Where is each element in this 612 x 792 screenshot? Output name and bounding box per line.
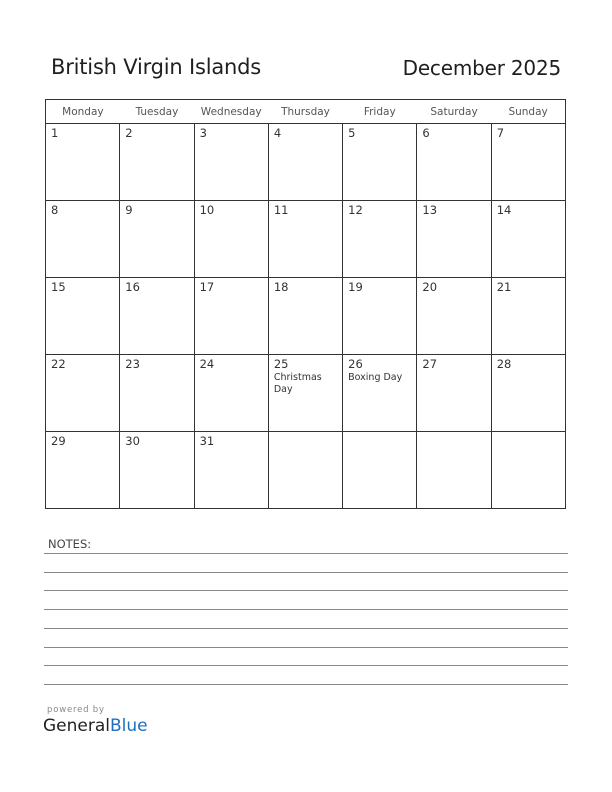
day-number: 26 (348, 357, 363, 371)
brand-blue: Blue (110, 716, 148, 736)
day-cell-content (120, 355, 193, 371)
day-number: 8 (51, 203, 59, 217)
weekday-header: Saturday (417, 100, 491, 124)
day-number: 3 (199, 126, 207, 140)
day-cell (194, 124, 268, 201)
day-cell-content (195, 201, 268, 217)
day-cell (46, 201, 120, 278)
day-cell (343, 278, 417, 355)
week-row (46, 124, 566, 201)
day-cell (417, 355, 491, 432)
day-number: 25 (273, 357, 289, 371)
powered-by-text: powered by (47, 705, 105, 715)
day-number: 16 (125, 280, 140, 294)
day-number: 2 (125, 126, 133, 140)
day-cell (343, 432, 417, 509)
day-cell-content (195, 355, 268, 371)
day-cell (46, 432, 120, 509)
day-number: 7 (496, 126, 505, 140)
day-cell-content (269, 432, 342, 434)
day-cell-content (492, 124, 565, 140)
day-cell (417, 201, 491, 278)
day-number: 23 (125, 357, 140, 371)
page-title: British Virgin Islands (51, 55, 262, 79)
day-cell-content (46, 201, 119, 217)
day-number: 24 (199, 357, 215, 371)
day-number: 18 (273, 280, 289, 294)
day-cell (46, 355, 120, 432)
day-cell-content (417, 124, 490, 140)
week-row (46, 355, 566, 432)
day-number: 5 (348, 126, 356, 140)
day-cell-content (269, 355, 342, 396)
day-cell (120, 355, 194, 432)
day-cell (491, 201, 565, 278)
day-cell (194, 201, 268, 278)
day-cell (120, 201, 194, 278)
weekday-header: Sunday (491, 100, 565, 124)
day-cell (417, 432, 491, 509)
note-line (44, 553, 568, 554)
weekday-header-row (46, 100, 566, 124)
day-cell-content (46, 278, 119, 294)
weekday-header: Tuesday (120, 100, 194, 124)
day-cell-content (417, 432, 490, 434)
day-cell-content (343, 355, 416, 384)
day-cell-content (120, 201, 193, 217)
day-cell (46, 124, 120, 201)
note-line (44, 609, 568, 610)
day-number: 4 (273, 126, 282, 140)
day-cell-content (492, 432, 565, 434)
day-number: 19 (348, 280, 363, 294)
day-cell (343, 124, 417, 201)
day-cell (194, 355, 268, 432)
note-line (44, 665, 568, 666)
weekday-header: Wednesday (194, 100, 268, 124)
day-cell (194, 278, 268, 355)
day-number: 22 (51, 357, 66, 371)
note-line (44, 572, 568, 573)
day-number: 1 (51, 126, 59, 140)
day-number: 27 (422, 357, 438, 371)
calendar-grid (45, 99, 566, 509)
weekday-header: Friday (343, 100, 417, 124)
day-number: 21 (496, 280, 512, 294)
day-cell-content (417, 355, 490, 371)
note-line (44, 684, 568, 685)
day-cell-content (492, 355, 565, 371)
weekday-header: Monday (46, 100, 120, 124)
brand-logo[interactable] (43, 716, 148, 736)
day-number: 31 (199, 434, 215, 448)
day-cell (491, 124, 565, 201)
day-cell-content (417, 278, 490, 294)
day-cell (268, 432, 342, 509)
day-number: 13 (422, 203, 438, 217)
day-cell (120, 124, 194, 201)
day-cell-content (120, 278, 193, 294)
day-number: 28 (496, 357, 512, 371)
note-line (44, 628, 568, 629)
day-cell (343, 355, 417, 432)
day-number: 12 (348, 203, 363, 217)
day-cell-content (46, 355, 119, 371)
day-number: 14 (496, 203, 512, 217)
day-cell-content (269, 278, 342, 294)
day-cell-content (343, 278, 416, 294)
holiday-label: Christmas Day (273, 372, 322, 395)
day-cell (46, 278, 120, 355)
day-cell-content (120, 124, 193, 140)
day-number: 6 (422, 126, 430, 140)
day-cell-content (492, 278, 565, 294)
day-cell-content (417, 201, 490, 217)
day-cell-content (120, 432, 193, 448)
notes-label: NOTES: (48, 537, 92, 551)
brand-general: General (43, 716, 110, 736)
day-cell (491, 432, 565, 509)
day-cell (491, 278, 565, 355)
day-number: 10 (199, 203, 215, 217)
day-cell-content (269, 201, 342, 217)
month-title: December 2025 (402, 56, 561, 80)
day-cell (268, 124, 342, 201)
weeks-body (46, 124, 566, 509)
day-cell-content (46, 124, 119, 140)
day-number: 20 (422, 280, 438, 294)
day-cell (268, 355, 342, 432)
day-number: 30 (125, 434, 140, 448)
week-row (46, 201, 566, 278)
note-line (44, 647, 568, 648)
day-cell (417, 124, 491, 201)
day-cell (120, 432, 194, 509)
day-cell-content (343, 201, 416, 217)
day-cell (120, 278, 194, 355)
day-cell-content (343, 432, 416, 434)
day-cell-content (195, 432, 268, 448)
day-cell (268, 278, 342, 355)
day-number: 17 (199, 280, 215, 294)
day-cell (343, 201, 417, 278)
day-cell (417, 278, 491, 355)
day-number: 9 (125, 203, 133, 217)
day-cell-content (269, 124, 342, 140)
day-cell (194, 432, 268, 509)
day-number: 29 (51, 434, 66, 448)
day-cell-content (343, 124, 416, 140)
weekday-header: Thursday (268, 100, 342, 124)
week-row (46, 278, 566, 355)
day-number: 11 (273, 203, 289, 217)
note-line (44, 590, 568, 591)
day-cell-content (492, 201, 565, 217)
day-number: 15 (51, 280, 66, 294)
day-cell-content (195, 278, 268, 294)
day-cell (268, 201, 342, 278)
day-cell-content (46, 432, 119, 448)
week-row (46, 432, 566, 509)
day-cell (491, 355, 565, 432)
holiday-label: Boxing Day (348, 372, 403, 383)
day-cell-content (195, 124, 268, 140)
